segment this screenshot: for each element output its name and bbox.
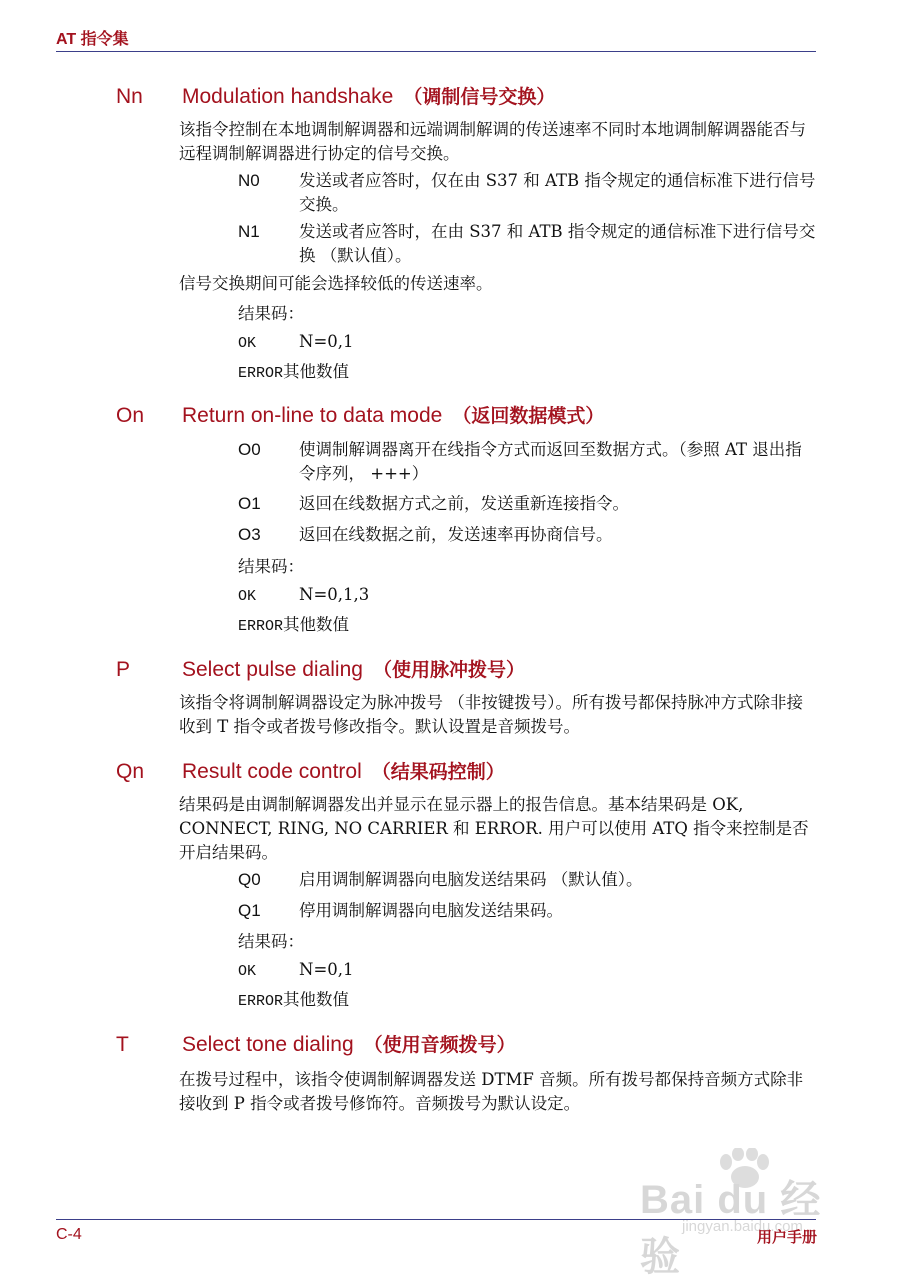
section-title-en: Modulation handshake: [182, 85, 394, 108]
section-description: 结果码是由调制解调器发出并显示在显示器上的报告信息。基本结果码是 OK, CONNECT, RING, NO CARRIER 和 ERROR. 用户可以使用 ATQ 指令来控制是否开启结果码。: [179, 795, 809, 862]
watermark-url: jingyan.baidu.com: [682, 1218, 803, 1235]
option-text: 返回在线数据之前，发送速率再协商信号。: [299, 525, 613, 544]
section-description: 该指令控制在本地调制解调器和远端调制解调的传送速率不同时本地调制解调器能否与远程调制解调器进行协定的信号交换。: [179, 120, 806, 163]
section-title-en: Select tone dialing: [182, 1033, 354, 1056]
result-ok-code: OK: [238, 963, 257, 980]
section-title-en: Result code control: [182, 760, 362, 783]
result-error-code: ERROR: [238, 365, 284, 382]
result-ok-code: OK: [238, 335, 257, 352]
section-title-nn: [116, 82, 555, 112]
option-item: [238, 523, 818, 547]
result-error-value: 其他数值: [283, 362, 350, 381]
option-text: 使调制解调器离开在线指令方式而返回至数据方式。（参照 AT 退出指令序列， +++）: [299, 440, 802, 483]
header-rule: [56, 51, 816, 52]
section-code: Qn: [116, 760, 145, 783]
option-key: O0: [238, 440, 261, 459]
section-title-en: Return on-line to data mode: [182, 404, 443, 427]
result-label: 结果码：: [238, 932, 304, 951]
option-text: 发送或者应答时，在由 S37 和 ATB 指令规定的通信标准下进行信号交换 （默认值）。: [299, 222, 816, 265]
section-title-t: [116, 1030, 516, 1060]
result-error-value: 其他数值: [283, 615, 350, 634]
section-title-cn: （结果码控制）: [371, 761, 505, 783]
section-title-en: Select pulse dialing: [182, 658, 363, 681]
option-text: 返回在线数据方式之前，发送重新连接指令。: [299, 494, 629, 513]
result-ok: [238, 583, 369, 609]
result-ok: [238, 330, 354, 356]
result-ok-value: N=0,1: [299, 332, 354, 351]
section-title-cn: （使用音频拨号）: [363, 1034, 516, 1056]
section-description: 在拨号过程中，该指令使调制解调器发送 DTMF 音频。所有拨号都保持音频方式除非接收到 P 指令或者拨号修饰符。音频拨号为默认设定。: [179, 1070, 804, 1113]
option-key: Q0: [238, 870, 261, 889]
result-label: 结果码：: [238, 557, 304, 576]
option-item: [238, 492, 818, 516]
result-label: 结果码：: [238, 304, 304, 323]
section-code: T: [116, 1033, 129, 1056]
result-ok-value: N=0,1,3: [299, 585, 370, 604]
result-error: [238, 988, 349, 1014]
section-description: 该指令将调制解调器设定为脉冲拨号 （非按键拨号）。所有拨号都保持脉冲方式除非接收到 T 指令或者拨号修改指令。默认设置是音频拨号。: [179, 693, 803, 736]
footer-rule: [56, 1219, 816, 1220]
watermark-logo: Bai du 经验: [640, 1178, 822, 1279]
option-key: N0: [238, 171, 260, 190]
watermark: [640, 1148, 850, 1279]
section-code: P: [116, 658, 131, 681]
option-key: N1: [238, 222, 260, 241]
option-item: [238, 868, 818, 892]
section-title-on: [116, 401, 604, 431]
result-error-value: 其他数值: [283, 990, 350, 1009]
result-ok-value: N=0,1: [299, 960, 354, 979]
option-key: Q1: [238, 901, 261, 920]
section-code: Nn: [116, 85, 143, 108]
result-error: [238, 613, 349, 639]
result-error-code: ERROR: [238, 618, 284, 635]
option-key: O1: [238, 494, 261, 513]
option-item: [238, 899, 818, 923]
section-note: 信号交换期间可能会选择较低的传送速率。: [179, 274, 493, 293]
section-code: On: [116, 404, 145, 427]
section-title-p: [116, 655, 525, 685]
result-error-code: ERROR: [238, 993, 284, 1010]
page-number: C-4: [56, 1226, 82, 1243]
option-text: 发送或者应答时，仅在由 S37 和 ATB 指令规定的通信标准下进行信号交换。: [299, 171, 816, 214]
section-title-qn: [116, 757, 505, 787]
result-error: [238, 360, 349, 386]
option-text: 停用调制解调器向电脑发送结果码。: [299, 901, 563, 920]
header-title: AT 指令集: [56, 31, 129, 48]
result-ok: [238, 958, 354, 984]
section-title-cn: （返回数据模式）: [452, 405, 605, 427]
option-item: [238, 220, 818, 268]
option-item: [238, 438, 818, 486]
result-ok-code: OK: [238, 588, 257, 605]
section-title-cn: （调制信号交换）: [403, 86, 556, 108]
section-title-cn: （使用脉冲拨号）: [372, 659, 525, 681]
manual-title: 用户手册: [756, 1228, 817, 1246]
option-key: O3: [238, 525, 261, 544]
option-item: [238, 169, 818, 217]
option-text: 启用调制解调器向电脑发送结果码 （默认值）。: [299, 870, 643, 889]
